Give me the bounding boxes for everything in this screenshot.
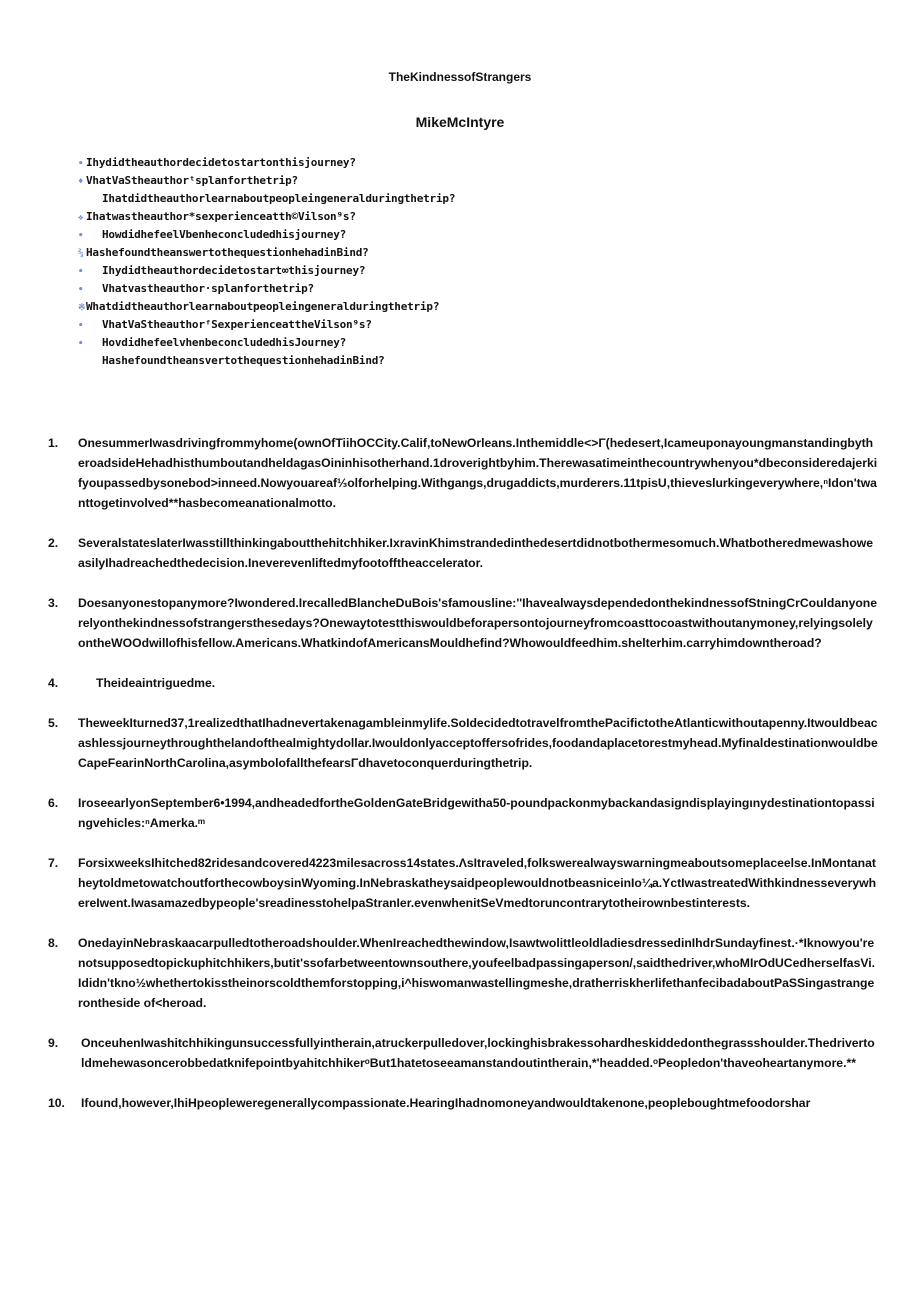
paragraph-number: 5. [48,716,59,730]
paragraph-text: OnedayinNebraskaacarpulledtotheroadshoulder.WhenIreachedthewindow,IsawtwolittleoldladiesdressedinIhdrSundayfinest.·*Iknowyou'renotsupposedtopickuphitchhikers,butit'ssofarbetweentownsouthere,youfeelbadpassingaperson/,saidthedriver,whoMIrOdUCedherselfasVi.Ididn'tkno½whethertokisstheinorscoldthemforstopping,i^hiswomanwastellingmeshe,dratherriskherlifethanfecibadaboutPaSSingastrangerontheside of<heroad. [78,936,876,1010]
paragraph [48,853,878,913]
bullet-icon: • [78,159,84,169]
paragraph-text: Theideaintriguedme. [96,676,216,690]
question-item: Ihatdidtheauthorlearnaboutpeopleingeneralduringthetrip? [102,192,456,205]
paragraph-text: OnesummerIwasdrivingfrommyhome(ownOfTiihOCCity.Calif,toNewOrleans.Inthemiddle<>Γ(hedesert,IcameuponayoungmanstandingbytheroadsideHehadhisthumboutandheldagasOininhisotherhand.1droverightbyhim.Therewasatimeinthecountrywhenyou*dbeconsideredajerkifyoupassedbysonebod>inneed.Nowyouareaf⅓olforhelping.Withgangs,drugaddicts,murderers.11tpisU,thieveslurkingeverywhere,ⁿIdon'twanttogetinvolved**hasbecomeanationalmotto. [78,436,878,510]
author-name: MikeMcIntyre [415,114,505,130]
ornament-bullet-icon: ※ [78,303,86,313]
paragraph-number: 4. [48,676,59,690]
paragraph-number: 8. [48,936,59,950]
paragraph-number: 1. [48,436,59,450]
paragraph-text: TheweekIturned37,1realizedthatIhadnevertakenagambleinmylife.SoIdecidedtotravelfromthePacifictotheAtlanticwithoutapenny.Itwouldbeacashlessjourneythroughthelandofthealmightydollar.Iwouldonlyacceptoffersofrides,foodandaplacetorestmyhead.MyfinaldestinationwouldbeCapeFearinNorthCarolina,asymbolofallthefearsΓdhavetoconquerduringthetrip. [78,716,878,770]
ornament-bullet-icon: ❖ [78,213,84,223]
paragraph-text: SeveralstateslaterIwasstillthinkingaboutthehitchhiker.IxravinKhimstrandedinthedesertdidnotbothermesomuch.WhatbotheredmewashoweasilyIhadreachedthedecision.Ineverevenliftedmyfootofftheaccelerator. [78,536,874,570]
question-item: • Vhatvastheauthor·splanforthetrip? [78,280,878,298]
paragraph-text: IroseearlyonSeptember6•1994,andheadedfortheGoldenGateBridgewitha50-poundpackonmybackandasigndisplayingιnydestinationtopassingvehicles:ⁿAmerka.ᵐ [78,796,875,830]
paragraph [48,1093,878,1113]
bullet-icon: • [78,321,84,331]
paragraph [48,793,878,833]
paragraph-list [48,433,878,1133]
paragraph-number: 9. [48,1036,59,1050]
paragraph-text: OnceuhenIwashitchhikingunsuccessfullyintherain,atruckerpulledover,lockinghisbrakessohardheskiddedonthegrassshoulder.ThedrivertoldmehewasoncerobbedatknifepointbyahitchhikerᵒBut1hatetoseeamanstandoutintherain,*'headded.ᵒPeopledon'thaveoheartanymore.** [81,1036,875,1070]
question-item: • HovdidhefeelvhenbeconcludedhisJourney? [78,334,878,352]
question-item: • Ihydidtheauthordecidetostartonthisjourney? [78,154,878,172]
paragraph [48,533,878,573]
question-item: • VhatVaStheauthorᶠSexperienceattheVilson⁹s? [78,316,878,334]
question-item: ❖ Ihatwastheauthor*sexperienceatth©Vilson⁹s? [78,208,878,226]
question-item: HashefoundtheansvertothequestionhehadinBind? [102,354,385,367]
question-list [78,154,878,370]
question-item: ⅔ HashefoundtheanswertothequestionhehadinBind? [78,244,878,262]
paragraph-number: 10. [48,1096,65,1110]
paragraph-number: 3. [48,596,59,610]
paragraph-number: 7. [48,856,59,870]
paragraph [48,1033,878,1073]
paragraph-text: ForsixweeksIhitched82ridesandcovered4223milesacross14states.ΛsItraveled,folkswerealwayswarningmeaboutsomeplaceelse.InMontanatheytoldmetowatchoutforthecowboysinWyoming.InNebraskatheysaidpeoplewouldnotbeasniceinIo¼a.YctIwastreatedWithkindnesseverywhereIwent.Iwasamazedbypeople'sreadinesstohelpaStranIer.evenwhenitSeVmedtoruncontrarytotheirownbestinterests. [78,856,877,910]
paragraph-number: 2. [48,536,59,550]
bullet-icon: • [78,267,84,277]
paragraph [48,713,878,773]
paragraph [48,433,878,513]
question-item: • Ihydidtheauthordecidetostart∞thisjourney? [78,262,878,280]
page-title: TheKindnessofStrangers [388,70,532,84]
bullet-icon: • [78,339,84,349]
ornament-bullet-icon: ⅔ [78,249,84,259]
paragraph [48,593,878,653]
bullet-icon: • [78,285,84,295]
question-item: • HowdidhefeelVbenheconcludedhisjourney? [78,226,878,244]
paragraph-text: Doesanyonestopanymore?Iwondered.IrecalledBlancheDuBois'sfamousline:''IhavealwaysdependedonthekindnessofStningCrCouldanyonerelyonthekindnessofstrangersthesedays?Onewaytotestthiswouldbeforapersontojourneyfromcoasttocoastwithoutanymoney,relyingsolelyontheWOOdwillofhisfellow.Americans.WhatkindofAmericansMouldhefind?Whowouldfeedhim.shelterhim.carryhimdowntheroad? [78,596,878,650]
paragraph-text: Ifound,however,IhiHpeopleweregenerallycompassionate.HearingIhadnomoneyandwouldtakenone,peopleboughtmefoodorshar [81,1096,811,1110]
diamond-bullet-icon: ♦ [78,177,84,187]
bullet-icon: • [78,231,84,241]
question-item: ※Whatdidtheauthorlearnaboutpeopleingeneralduringthetrip? [78,298,878,316]
paragraph [48,933,878,1013]
question-item: ♦ VhatVaStheauthorᵗsplanforthetrip? [78,172,878,190]
paragraph-number: 6. [48,796,59,810]
paragraph [48,673,878,693]
